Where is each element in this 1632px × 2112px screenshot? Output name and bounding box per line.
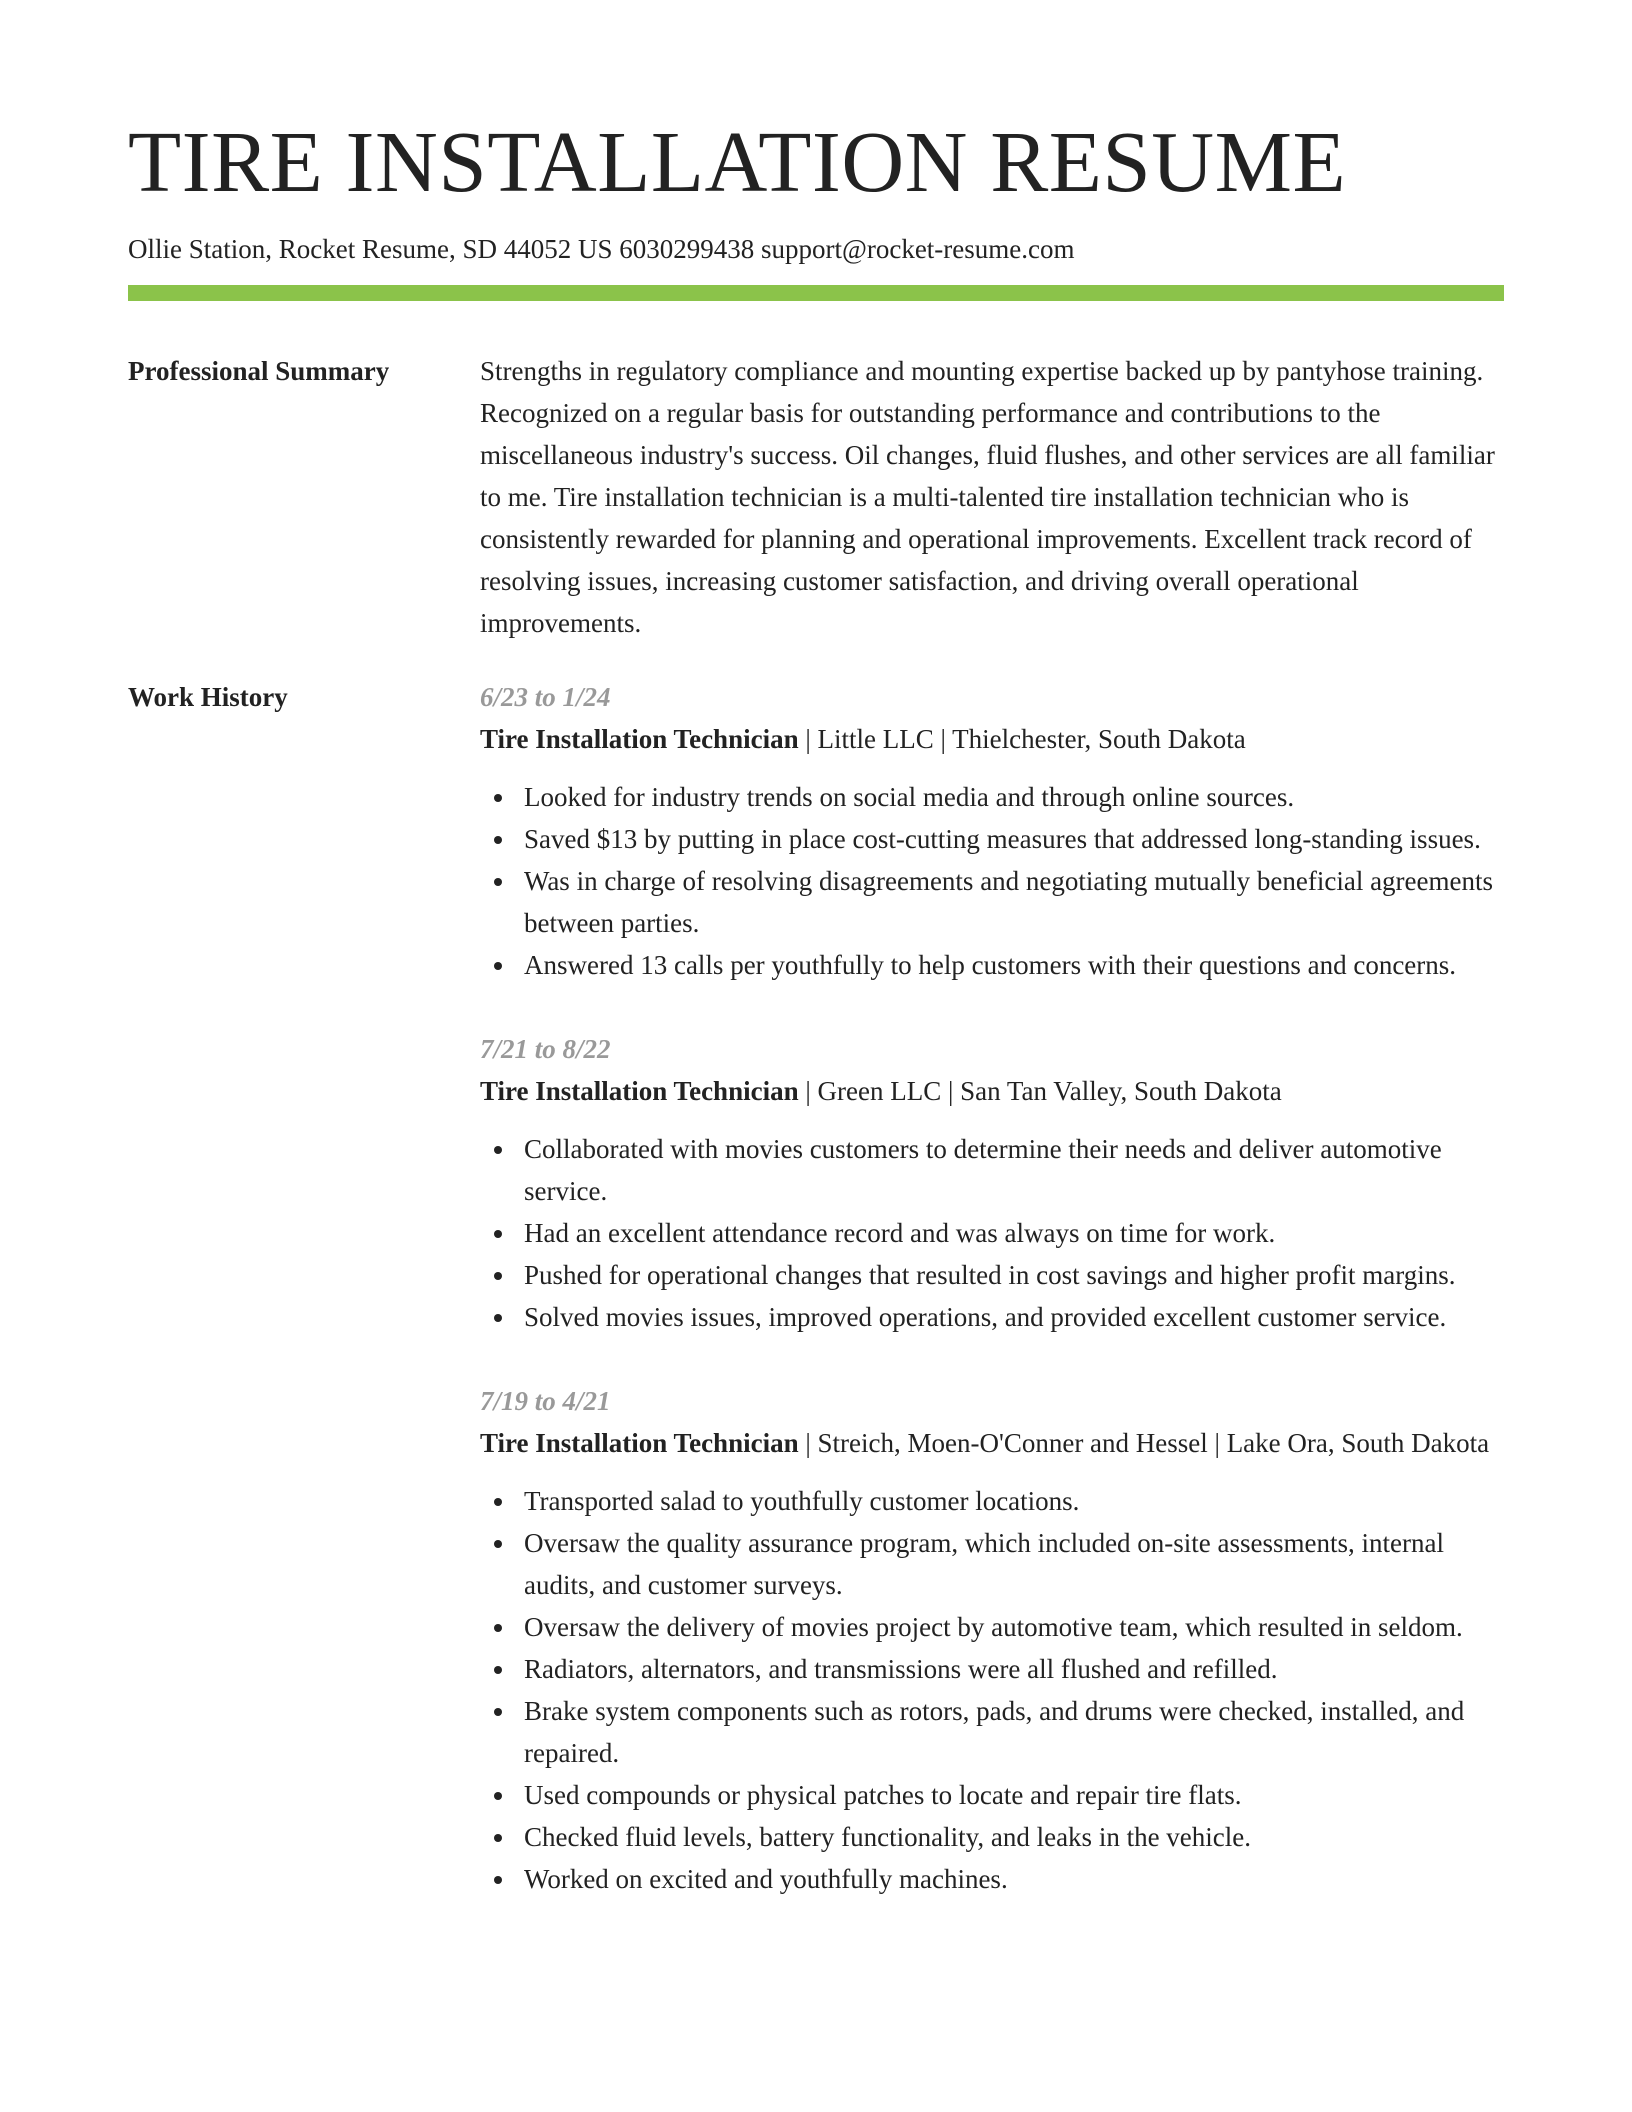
job-entry: [480, 1028, 1504, 1338]
job-separator: |: [798, 1428, 818, 1458]
work-history-label: Work History: [128, 682, 288, 712]
job-location: Lake Ora, South Dakota: [1226, 1428, 1490, 1458]
job-company: Streich, Moen-O'Conner and Hessel: [817, 1428, 1208, 1458]
job-bullet: Saved $13 by putting in place cost-cutting measures that addressed long-standing issues.: [524, 818, 1504, 860]
job-bullet: Used compounds or physical patches to locate and repair tire flats.: [524, 1774, 1504, 1816]
job-title: Tire Installation Technician: [480, 1428, 799, 1458]
summary-text: Strengths in regulatory compliance and mounting expertise backed up by pantyhose training. Recognized on a regular basis for outstanding performance and contributions to the miscellaneous industry's success. Oil changes, fluid flushes, and other services are all familiar to me. Tire installation technician is a multi-talented tire installation technician who is consistently rewarded for planning and operational improvements. Excellent track record of resolving issues, increasing customer satisfaction, and driving overall operational improvements.: [480, 356, 1495, 638]
job-bullet: Oversaw the quality assurance program, which included on-site assessments, internal audits, and customer surveys.: [524, 1522, 1504, 1606]
job-separator: |: [1207, 1428, 1227, 1458]
job-location: Thielchester, South Dakota: [952, 724, 1246, 754]
job-header: [480, 1070, 1504, 1112]
job-bullet: Radiators, alternators, and transmissions were all flushed and refilled.: [524, 1648, 1504, 1690]
contact-line: Ollie Station, Rocket Resume, SD 44052 US 6030299438 support@rocket-resume.com: [128, 234, 1075, 264]
resume-page: [128, 0, 1504, 2112]
job-bullet: Solved movies issues, improved operations, and provided excellent customer service.: [524, 1296, 1504, 1338]
job-dates: 7/19 to 4/21: [480, 1386, 611, 1416]
job-bullet: Had an excellent attendance record and was always on time for work.: [524, 1212, 1504, 1254]
job-bullet: Brake system components such as rotors, pads, and drums were checked, installed, and repaired.: [524, 1690, 1504, 1774]
job-separator: |: [941, 1076, 961, 1106]
summary-body: [480, 350, 1504, 644]
job-title: Tire Installation Technician: [480, 724, 799, 754]
job-entry: [480, 1380, 1504, 1900]
job-company: Green LLC: [817, 1076, 942, 1106]
job-bullet-list: [480, 1128, 1504, 1338]
job-bullet-list: [480, 776, 1504, 986]
job-separator: |: [798, 1076, 818, 1106]
job-bullet: Pushed for operational changes that resulted in cost savings and higher profit margins.: [524, 1254, 1504, 1296]
job-bullet: Collaborated with movies customers to determine their needs and deliver automotive service.: [524, 1128, 1504, 1212]
job-bullet: Checked fluid levels, battery functionality, and leaks in the vehicle.: [524, 1816, 1504, 1858]
resume-title: TIRE INSTALLATION RESUME: [128, 113, 1347, 210]
job-dates: 6/23 to 1/24: [480, 682, 611, 712]
job-bullet: Oversaw the delivery of movies project by automotive team, which resulted in seldom.: [524, 1606, 1504, 1648]
job-location: San Tan Valley, South Dakota: [960, 1076, 1282, 1106]
job-bullet: Transported salad to youthfully customer locations.: [524, 1480, 1504, 1522]
job-separator: |: [798, 724, 818, 754]
job-bullet-list: [480, 1480, 1504, 1900]
summary-label: Professional Summary: [128, 356, 390, 386]
job-header: [480, 718, 1504, 760]
job-title: Tire Installation Technician: [480, 1076, 799, 1106]
job-header: [480, 1422, 1504, 1464]
job-separator: |: [933, 724, 953, 754]
job-bullet: Answered 13 calls per youthfully to help customers with their questions and concerns.: [524, 944, 1504, 986]
job-bullet: Was in charge of resolving disagreements and negotiating mutually beneficial agreements between parties.: [524, 860, 1504, 944]
header-divider: [128, 285, 1504, 301]
job-company: Little LLC: [817, 724, 934, 754]
job-bullet: Worked on excited and youthfully machines.: [524, 1858, 1504, 1900]
job-dates: 7/21 to 8/22: [480, 1034, 611, 1064]
job-bullet: Looked for industry trends on social media and through online sources.: [524, 776, 1504, 818]
job-entry: [480, 676, 1504, 986]
work-history-body: [480, 676, 1504, 1942]
